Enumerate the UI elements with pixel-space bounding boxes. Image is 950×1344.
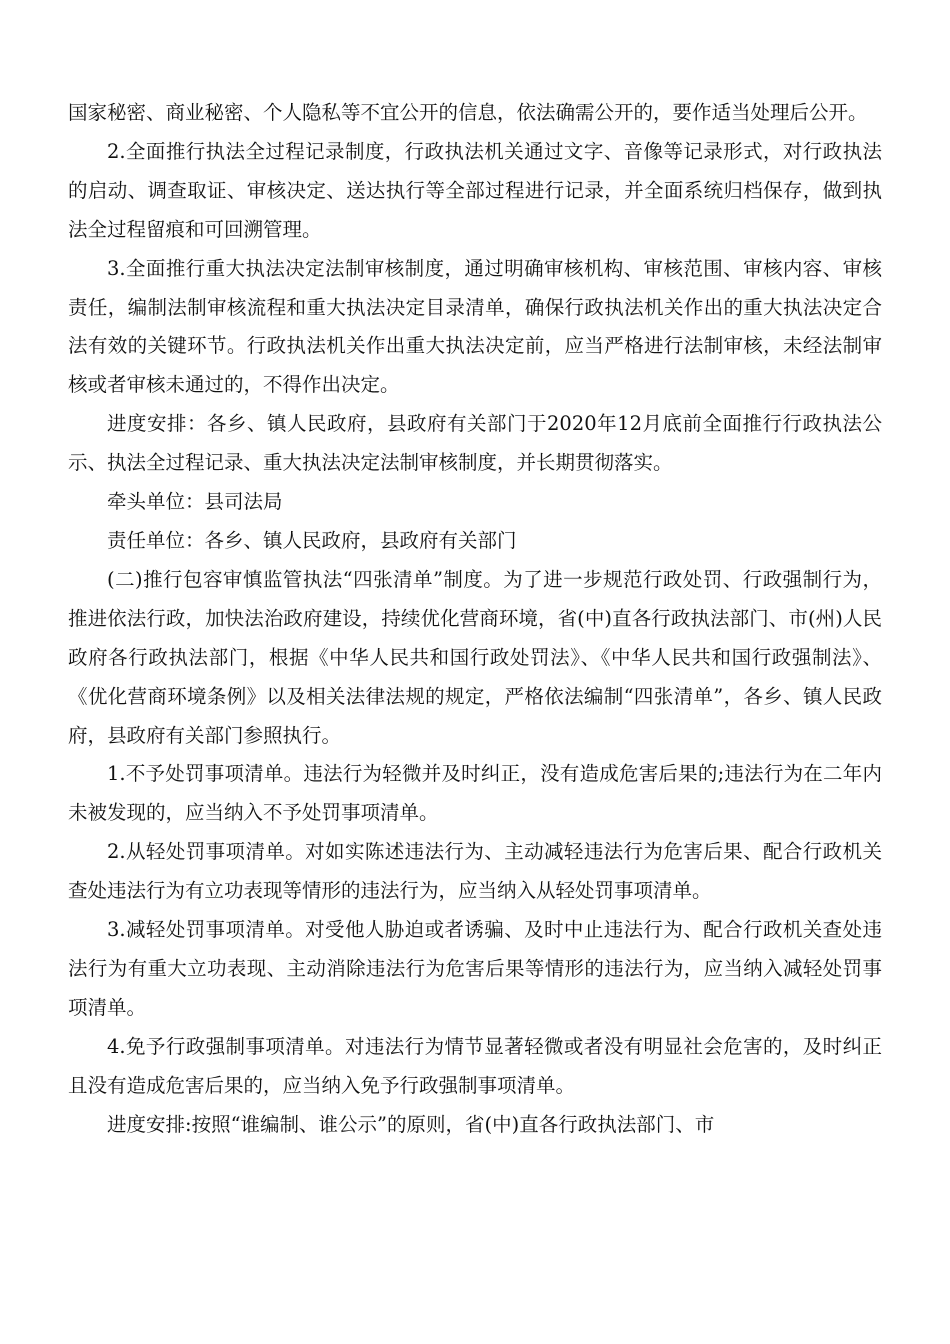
paragraph-list-2: 2.从轻处罚事项清单。对如实陈述违法行为、主动减轻违法行为危害后果、配合行政机关查处违法行为有立功表现等情形的违法行为，应当纳入从轻处罚事项清单。 bbox=[68, 840, 882, 903]
paragraph-schedule: 进度安排：各乡、镇人民政府，县政府有关部门于2020年12月底前全面推行行政执法公示、执法全过程记录、重大执法决定法制审核制度，并长期贯彻落实。 bbox=[68, 412, 882, 475]
paragraph-responsible-unit: 责任单位：各乡、镇人民政府，县政府有关部门 bbox=[107, 528, 517, 552]
paragraph-list-3: 3.减轻处罚事项清单。对受他人胁迫或者诱骗、及时中止违法行为、配合行政机关查处违法行为有重大立功表现、主动消除违法行为危害后果等情形的违法行为，应当纳入减轻处罚事项清单。 bbox=[68, 918, 882, 1019]
paragraph-item-3: 3.全面推行重大执法决定法制审核制度，通过明确审核机构、审核范围、审核内容、审核责任，编制法制审核流程和重大执法决定目录清单，确保行政执法机关作出的重大执法决定合法有效的关键环节。行政执法机关作出重大执法决定前，应当严格进行法制审核，未经法制审核或者审核未通过的，不得作出决定。 bbox=[68, 256, 882, 397]
paragraph-item-2: 2.全面推行执法全过程记录制度，行政执法机关通过文字、音像等记录形式，对行政执法的启动、调查取证、审核决定、送达执行等全部过程进行记录，并全面系统归档保存，做到执法全过程留痕和可回溯管理。 bbox=[68, 139, 882, 241]
paragraph-list-4: 4.免予行政强制事项清单。对违法行为情节显著轻微或者没有明显社会危害的，及时纠正且没有造成危害后果的，应当纳入免予行政强制事项清单。 bbox=[68, 1034, 882, 1097]
paragraph-continuation: 国家秘密、商业秘密、个人隐私等不宜公开的信息，依法确需公开的，要作适当处理后公开。 bbox=[68, 101, 868, 124]
paragraph-section-two: (二)推行包容审慎监管执法“四张清单”制度。为了进一步规范行政处罚、行政强制行为，推进依法行政，加快法治政府建设，持续优化营商环境，省(中)直各行政执法部门、市(州)人民政府各行政执法部门，根据《中华人民共和国行政处罚法》、《中华人民共和国行政强制法》、《优化营商环境条例》以及相关法律法规的规定，严格依法编制“四张清单”，各乡、镇人民政府，县政府有关部门参照执行。 bbox=[68, 567, 882, 747]
document-body bbox=[68, 94, 882, 1144]
paragraph-schedule-2: 进度安排:按照“谁编制、谁公示”的原则，省(中)直各行政执法部门、市 bbox=[107, 1112, 715, 1136]
paragraph-lead-unit: 牵头单位：县司法局 bbox=[107, 490, 283, 514]
paragraph-list-1: 1.不予处罚事项清单。违法行为轻微并及时纠正，没有造成危害后果的;违法行为在二年内未被发现的，应当纳入不予处罚事项清单。 bbox=[68, 762, 882, 825]
